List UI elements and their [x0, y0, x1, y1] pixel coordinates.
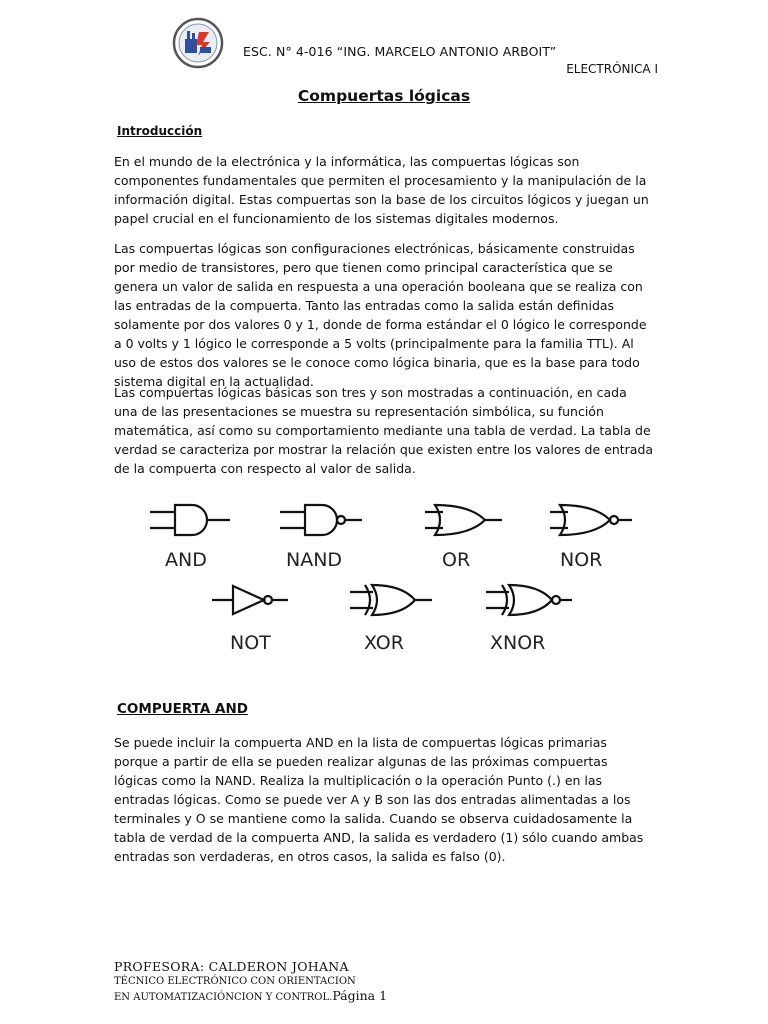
and-section-paragraph: Se puede incluir la compuerta AND en la lista de compuertas lógicas primarias porque a partir de ella se pueden realizar algunas de las próximas compuertas lógicas como la NAND. Realiza la multiplicación o la operación Punto (.) en las entradas lógicas. Como se puede ver A y B son las dos entradas alimentadas a los terminales y O se mantiene como la salida. Cuando se observa cuidadosamente la tabla de verdad de la compuerta AND, la salida es verdadero (1) sólo cuando ambas entradas son verdaderas, en otros casos, la salida es falso (0). [114, 735, 644, 864]
document-title: Compuertas lógicas [297, 87, 471, 105]
nor-gate-symbol [550, 505, 632, 535]
nand-gate-label: NAND [286, 549, 343, 571]
course-name: ELECTRÓNICA I [566, 62, 658, 76]
footer-line-1: TÉCNICO ELECTRÓNICO CON ORIENTACION [114, 976, 356, 987]
footer-line-2 [114, 989, 387, 1005]
nand-gate-symbol [280, 505, 362, 535]
intro-paragraph-1: En el mundo de la electrónica y la informática, las compuertas lógicas son componentes fundamentales que permiten el procesamiento y la manipulación de la información digital. Estas compuertas son la base de los circuitos lógicos y juegan un papel crucial en el funcionamiento de los sistemas digitales modernos. [114, 154, 649, 226]
school-logo [172, 17, 224, 69]
intro-paragraph-2: Las compuertas lógicas son configuraciones electrónicas, básicamente construidas por medio de transistores, pero que tienen como principal característica que se genera un valor de salida en respuesta a una operación booleana que se realiza con las entradas de la compuerta. Tanto las entradas como la salida están definidas solamente por dos valores 0 y 1, donde de forma estándar el 0 lógico le corresponde a 0 volts y 1 lógico le corresponde a 5 volts (principalmente para la familia TTL). Al uso de estos dos valores se le conoce como lógica binaria, que es la base para todo sistema digital en la actualidad. [114, 241, 647, 389]
school-name: ESC. N° 4-016 “ING. MARCELO ANTONIO ARBOIT” [243, 44, 557, 59]
logic-gates-diagram [140, 495, 640, 665]
and-gate-label: AND [165, 549, 207, 571]
page-footer [114, 959, 387, 1005]
xor-gate-label: XOR [364, 632, 404, 654]
footer-teacher: PROFESORA: CALDERON JOHANA [114, 959, 349, 974]
and-gate-symbol [150, 505, 230, 535]
xnor-gate-symbol [486, 585, 572, 615]
nor-gate-label: NOR [560, 549, 603, 571]
and-section-heading: COMPUERTA AND [117, 701, 248, 717]
intro-heading: Introducción [117, 124, 203, 138]
intro-paragraph-3: Las compuertas lógicas básicas son tres y son mostradas a continuación, en cada una de las presentaciones se muestra su representación simbólica, su función matemática, así como su comportamiento mediante una tabla de verdad. La tabla de verdad se caracteriza por mostrar la relación que existen entre los valores de entrada de la compuerta con respecto al valor de salida. [114, 385, 654, 476]
not-gate-label: NOT [230, 632, 271, 654]
or-gate-symbol [425, 505, 502, 535]
footer-line-2-text: EN AUTOMATIZACIÓNCION Y CONTROL. [114, 992, 333, 1003]
xnor-gate-label: XNOR [490, 632, 546, 654]
not-gate-symbol [212, 586, 288, 614]
xor-gate-symbol [350, 585, 432, 615]
or-gate-label: OR [442, 549, 471, 571]
page-number: Página 1 [332, 988, 388, 1003]
